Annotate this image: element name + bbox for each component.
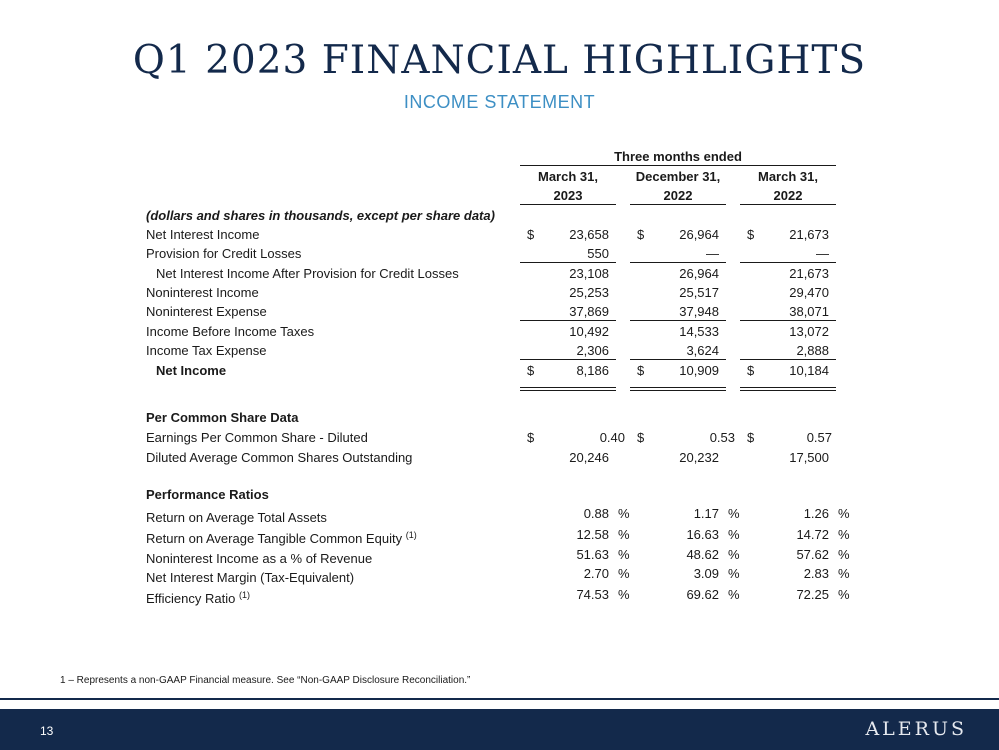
cell-value: 2,306 [576,343,609,358]
row-label [146,506,327,526]
footnote-marker: (1) [238,590,250,600]
cell-value: 16.63 [686,527,719,542]
cell-value: 10,909 [679,363,719,378]
row-label-text: Return on Average Total Assets [146,510,327,525]
units-note: (dollars and shares in thousands, except per share data) [146,208,495,223]
row-label: Noninterest Expense [146,304,267,319]
subtotal-rule [630,320,726,321]
row-label [146,547,372,567]
dollar-sign: $ [637,363,645,378]
group-header-rule [520,165,836,166]
cell-value: — [706,246,719,261]
cell-value: 21,673 [789,266,829,281]
cell-value: 3,624 [686,343,719,358]
cell-value: 8,186 [576,363,609,378]
cell-value: 74.53 [576,587,609,602]
footnote-marker: (1) [405,530,417,540]
row-label [146,527,417,547]
cell-value: 20,246 [569,450,609,465]
percent-sign: % [838,506,850,521]
total-double-rule [630,390,726,391]
percent-sign: % [728,547,740,562]
cell-value: 14.72 [796,527,829,542]
page-title: Q1 2023 FINANCIAL HIGHLIGHTS [132,38,867,83]
cell-value: 0.53 [709,430,735,445]
row-label-text: Net Interest Margin (Tax-Equivalent) [146,570,355,585]
total-double-rule [520,387,616,388]
row-label: Net Interest Income [146,227,260,242]
subtotal-rule [630,262,726,263]
cell-value: 23,108 [569,266,609,281]
cell-value: 10,492 [569,324,609,339]
cell-value: 29,470 [789,285,829,300]
cell-value: 12.58 [576,527,609,542]
subtotal-rule [740,262,836,263]
footnote: 1 – Represents a non-GAAP Financial measure. See “Non-GAAP Disclosure Reconciliation.” [60,675,471,686]
subtotal-rule [740,359,836,360]
dollar-sign: $ [527,363,535,378]
percent-sign: % [838,566,850,581]
row-label: Net Income [156,363,227,378]
footer-bar [0,709,999,750]
subtotal-rule [630,359,726,360]
cell-value: 51.63 [576,547,609,562]
cell-value: 26,964 [679,227,719,242]
cell-value: 2,888 [796,343,829,358]
col-header-2-line1: December 31, [635,169,721,184]
cell-value: 38,071 [789,304,829,319]
row-label: Provision for Credit Losses [146,246,302,261]
row-label [146,587,250,607]
row-label: Income Before Income Taxes [146,324,315,339]
percent-sign: % [618,506,630,521]
subtotal-rule [520,320,616,321]
page-number: 13 [40,724,54,738]
cell-value: 69.62 [686,587,719,602]
dollar-sign: $ [747,363,755,378]
cell-value: 48.62 [686,547,719,562]
subtotal-rule [520,262,616,263]
row-label [146,566,354,586]
cell-value: 37,948 [679,304,719,319]
cell-value: 57.62 [796,547,829,562]
row-label: Net Interest Income After Provision for Credit Losses [156,266,459,281]
dollar-sign: $ [527,430,535,445]
percent-sign: % [618,587,630,602]
percent-sign: % [618,527,630,542]
col-header-rule-2 [630,204,726,205]
percent-sign: % [728,527,740,542]
ratios-section-header: Performance Ratios [146,487,269,502]
percent-sign: % [728,566,740,581]
cell-value: — [816,246,829,261]
col-header-3-line1: March 31, [758,169,818,184]
cell-value: 2.70 [583,566,609,581]
percent-sign: % [838,547,850,562]
cell-value: 0.57 [806,430,832,445]
cell-value: 20,232 [679,450,719,465]
row-label: Income Tax Expense [146,343,267,358]
dollar-sign: $ [747,430,755,445]
cell-value: 3.09 [693,566,719,581]
percent-sign: % [728,587,740,602]
col-header-1-line1: March 31, [538,169,598,184]
col-header-3-line2: 2022 [773,188,803,203]
dollar-sign: $ [747,227,755,242]
row-label-text: Return on Average Tangible Common Equity [146,531,403,546]
cell-value: 0.88 [583,506,609,521]
cell-value: 26,964 [679,266,719,281]
col-header-rule-1 [520,204,616,205]
cell-value: 14,533 [679,324,719,339]
col-header-1-line2: 2023 [553,188,583,203]
total-double-rule [520,390,616,391]
percent-sign: % [838,527,850,542]
group-header: Three months ended [614,149,742,164]
row-label: Diluted Average Common Shares Outstanding [146,450,413,465]
cell-value: 21,673 [789,227,829,242]
subtotal-rule [740,320,836,321]
subtotal-rule [520,359,616,360]
cell-value: 1.17 [693,506,719,521]
cell-value: 37,869 [569,304,609,319]
percent-sign: % [618,547,630,562]
col-header-rule-3 [740,204,836,205]
cell-value: 10,184 [789,363,829,378]
dollar-sign: $ [637,430,645,445]
dollar-sign: $ [527,227,535,242]
cell-value: 23,658 [569,227,609,242]
per-share-section-header: Per Common Share Data [146,410,299,425]
alerus-logo: ALERUS [865,718,967,740]
cell-value: 1.26 [803,506,829,521]
footer-divider [0,698,999,700]
dollar-sign: $ [637,227,645,242]
page-subtitle: INCOME STATEMENT [403,92,596,112]
col-header-2-line2: 2022 [663,188,693,203]
row-label-text: Noninterest Income as a % of Revenue [146,551,373,566]
row-label: Earnings Per Common Share - Diluted [146,430,368,445]
cell-value: 25,517 [679,285,719,300]
row-label: Noninterest Income [146,285,259,300]
cell-value: 17,500 [789,450,829,465]
cell-value: 0.40 [599,430,625,445]
cell-value: 72.25 [796,587,829,602]
percent-sign: % [838,587,850,602]
cell-value: 2.83 [803,566,829,581]
cell-value: 25,253 [569,285,609,300]
total-double-rule [740,387,836,388]
percent-sign: % [618,566,630,581]
cell-value: 550 [587,246,609,261]
percent-sign: % [728,506,740,521]
total-double-rule [740,390,836,391]
cell-value: 13,072 [789,324,829,339]
row-label-text: Efficiency Ratio [146,591,236,606]
total-double-rule [630,387,726,388]
